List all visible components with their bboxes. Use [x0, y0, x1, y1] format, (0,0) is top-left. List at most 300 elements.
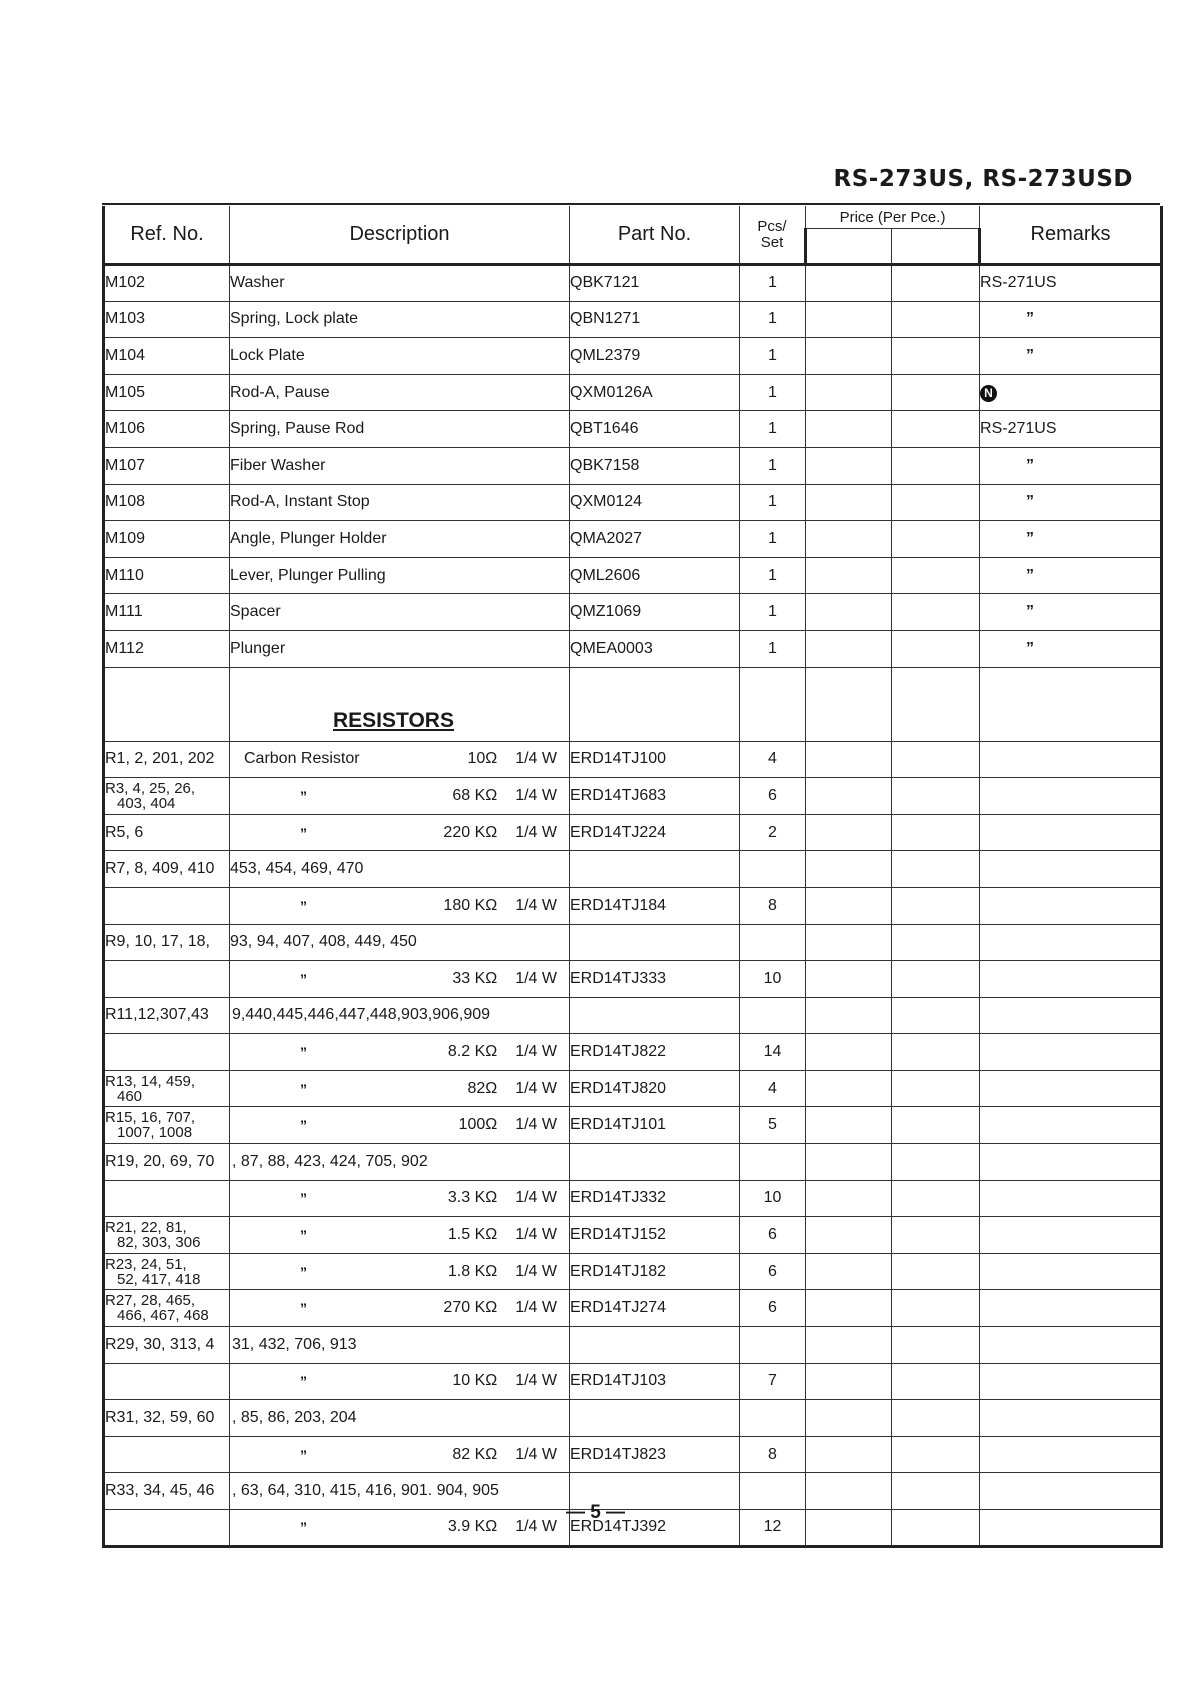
- ref-cell: R5, 6: [104, 814, 230, 851]
- resistor-wattage: 1/4 W: [515, 750, 557, 768]
- description-cell: [230, 1070, 570, 1107]
- remarks-cell: [980, 1400, 1162, 1437]
- ditto-mark: ”: [300, 970, 307, 987]
- resistor-value: 3.9 KΩ: [447, 1518, 498, 1536]
- price-cell: [806, 338, 892, 375]
- price-cell: [892, 594, 980, 631]
- table-row: [104, 447, 1162, 484]
- description-cell: [230, 741, 570, 778]
- resistor-wattage: 1/4 W: [515, 1518, 557, 1536]
- parts-table: [102, 206, 1163, 1548]
- price-cell: [892, 924, 980, 961]
- ref-cell: M108: [104, 484, 230, 521]
- part-no-cell: QMA2027: [570, 521, 740, 558]
- part-no-cell: ERD14TJ182: [570, 1253, 740, 1290]
- price-cell: [892, 1144, 980, 1181]
- table-row: [104, 924, 1162, 961]
- resistor-wattage: 1/4 W: [515, 1445, 557, 1463]
- price-cell: [892, 814, 980, 851]
- part-no-cell: [570, 1327, 740, 1364]
- table-row: [104, 1034, 1162, 1071]
- description-cell: Angle, Plunger Holder: [230, 521, 570, 558]
- header-pcs-set: [740, 206, 806, 265]
- ref-cell: R7, 8, 409, 410: [104, 851, 230, 888]
- price-cell: [892, 521, 980, 558]
- ditto-mark: ”: [300, 1446, 307, 1463]
- price-cell: [806, 411, 892, 448]
- ditto-mark: ”: [300, 1044, 307, 1061]
- ref-continuation-cell: , 85, 86, 203, 204: [230, 1400, 570, 1437]
- pcs-cell: 1: [740, 338, 806, 375]
- resistor-value: 8.2 KΩ: [447, 1043, 498, 1061]
- price-cell: [892, 667, 980, 741]
- pcs-cell: 6: [740, 778, 806, 815]
- price-cell: [892, 741, 980, 778]
- resistor-wattage: 1/4 W: [515, 1299, 557, 1317]
- pcs-cell: 6: [740, 1217, 806, 1254]
- ref-line-2: 1007, 1008: [117, 1124, 193, 1142]
- resistor-value: 220 KΩ: [443, 823, 498, 841]
- table-row: [104, 411, 1162, 448]
- resistor-wattage: 1/4 W: [515, 969, 557, 987]
- ref-cell: R11,12,307,43: [104, 997, 230, 1034]
- price-cell: [806, 557, 892, 594]
- remarks-cell: [980, 1180, 1162, 1217]
- table-row: [104, 997, 1162, 1034]
- table-row: [104, 1327, 1162, 1364]
- remarks-cell: RS-271US: [980, 265, 1162, 302]
- resistor-value: 270 KΩ: [443, 1299, 498, 1317]
- price-cell: [806, 851, 892, 888]
- pcs-cell: [740, 851, 806, 888]
- resistor-type: Carbon Resistor: [244, 750, 360, 768]
- ref-cell: [104, 1180, 230, 1217]
- description-cell: Fiber Washer: [230, 447, 570, 484]
- pcs-cell: 1: [740, 301, 806, 338]
- description-cell: Rod-A, Pause: [230, 374, 570, 411]
- table-row: [104, 741, 1162, 778]
- price-cell: [806, 997, 892, 1034]
- ref-line-1: R13, 14, 459,: [105, 1072, 196, 1090]
- part-no-cell: [570, 924, 740, 961]
- table-row: [104, 851, 1162, 888]
- ref-cell: M107: [104, 447, 230, 484]
- header-remarks: Remarks: [980, 206, 1162, 265]
- ref-cell: [104, 1436, 230, 1473]
- table-row: [104, 1180, 1162, 1217]
- price-cell: [806, 1034, 892, 1071]
- ref-cell: M106: [104, 411, 230, 448]
- price-cell: [892, 265, 980, 302]
- part-no-cell: QML2379: [570, 338, 740, 375]
- description-cell: Lever, Plunger Pulling: [230, 557, 570, 594]
- ref-cell: M103: [104, 301, 230, 338]
- price-cell: [806, 630, 892, 667]
- remarks-cell: [980, 741, 1162, 778]
- part-no-cell: ERD14TJ103: [570, 1363, 740, 1400]
- remarks-cell: [980, 778, 1162, 815]
- pcs-cell: 1: [740, 557, 806, 594]
- table-row: [104, 484, 1162, 521]
- price-cell: [892, 961, 980, 998]
- price-cell: [806, 814, 892, 851]
- resistor-wattage: 1/4 W: [515, 786, 557, 804]
- table-row: [104, 594, 1162, 631]
- price-cell: [892, 411, 980, 448]
- price-cell: [892, 630, 980, 667]
- price-cell: [892, 1436, 980, 1473]
- pcs-cell: 6: [740, 1253, 806, 1290]
- part-no-cell: ERD14TJ100: [570, 741, 740, 778]
- part-no-cell: [570, 667, 740, 741]
- remarks-cell: [980, 1327, 1162, 1364]
- header-price-sub-1: [806, 229, 892, 265]
- remarks-cell: [980, 1253, 1162, 1290]
- resistor-wattage: 1/4 W: [515, 1262, 557, 1280]
- pcs-cell: 1: [740, 630, 806, 667]
- ref-continuation-cell: 453, 454, 469, 470: [230, 851, 570, 888]
- description-cell: [230, 1034, 570, 1071]
- pcs-cell: 1: [740, 374, 806, 411]
- table-row: [104, 1290, 1162, 1327]
- price-cell: [892, 1400, 980, 1437]
- ref-line-1: R3, 4, 25, 26,: [105, 779, 196, 797]
- remarks-cell: [980, 1290, 1162, 1327]
- ref-cell: [104, 1363, 230, 1400]
- resistor-value: 1.8 KΩ: [447, 1262, 498, 1280]
- resistor-wattage: 1/4 W: [515, 823, 557, 841]
- ref-continuation-cell: , 63, 64, 310, 415, 416, 901. 904, 905: [230, 1473, 570, 1510]
- ref-line-1: R27, 28, 465,: [105, 1292, 196, 1310]
- remarks-cell: ”: [980, 594, 1162, 631]
- price-cell: [892, 778, 980, 815]
- pcs-cell: [740, 924, 806, 961]
- ref-cell: R31, 32, 59, 60: [104, 1400, 230, 1437]
- pcs-cell: 2: [740, 814, 806, 851]
- resistor-value: 33 KΩ: [452, 969, 498, 987]
- resistor-wattage: 1/4 W: [515, 1079, 557, 1097]
- price-cell: [892, 484, 980, 521]
- price-cell: [892, 1034, 980, 1071]
- resistor-value: 10Ω: [467, 750, 498, 768]
- ref-continuation-cell: , 87, 88, 423, 424, 705, 902: [230, 1144, 570, 1181]
- table-row: [104, 961, 1162, 998]
- description-cell: [230, 1180, 570, 1217]
- ref-line-2: 52, 417, 418: [117, 1270, 201, 1288]
- price-cell: [892, 1107, 980, 1144]
- section-row: [104, 667, 1162, 741]
- resistor-value: 82 KΩ: [452, 1445, 498, 1463]
- part-no-cell: ERD14TJ224: [570, 814, 740, 851]
- ref-cell: M104: [104, 338, 230, 375]
- description-cell: [230, 1217, 570, 1254]
- header-pcs-line1: Pcs/: [757, 217, 787, 235]
- ref-cell: M110: [104, 557, 230, 594]
- part-no-cell: ERD14TJ392: [570, 1510, 740, 1547]
- price-cell: [892, 1217, 980, 1254]
- pcs-cell: 1: [740, 265, 806, 302]
- ref-cell: M102: [104, 265, 230, 302]
- ref-line-1: R21, 22, 81,: [105, 1219, 187, 1237]
- price-cell: [892, 447, 980, 484]
- part-no-cell: ERD14TJ184: [570, 887, 740, 924]
- header-rule: [102, 203, 1160, 205]
- price-cell: [892, 1327, 980, 1364]
- pcs-cell: 4: [740, 741, 806, 778]
- price-cell: [806, 521, 892, 558]
- part-no-cell: [570, 851, 740, 888]
- description-cell: [230, 814, 570, 851]
- ref-continuation-cell: 31, 432, 706, 913: [230, 1327, 570, 1364]
- resistor-wattage: 1/4 W: [515, 1043, 557, 1061]
- resistor-wattage: 1/4 W: [515, 1116, 557, 1134]
- section-cell: [230, 667, 570, 741]
- price-cell: [806, 1144, 892, 1181]
- ref-cell: [104, 667, 230, 741]
- remarks-cell: [980, 1107, 1162, 1144]
- remarks-cell: [980, 1070, 1162, 1107]
- part-no-cell: ERD14TJ274: [570, 1290, 740, 1327]
- pcs-cell: 1: [740, 411, 806, 448]
- header-pcs-line2: Set: [760, 233, 784, 251]
- remarks-cell: [980, 374, 1162, 411]
- part-no-cell: ERD14TJ683: [570, 778, 740, 815]
- part-no-cell: [570, 1400, 740, 1437]
- resistor-value: 1.5 KΩ: [447, 1226, 498, 1244]
- remarks-cell: ”: [980, 301, 1162, 338]
- remarks-cell: ”: [980, 484, 1162, 521]
- description-cell: Spacer: [230, 594, 570, 631]
- new-part-icon: N: [980, 385, 997, 402]
- description-cell: [230, 778, 570, 815]
- price-cell: [806, 265, 892, 302]
- resistor-value: 10 KΩ: [452, 1372, 498, 1390]
- ref-cell: R1, 2, 201, 202: [104, 741, 230, 778]
- table-row: [104, 374, 1162, 411]
- price-cell: [806, 741, 892, 778]
- table-row: [104, 1070, 1162, 1107]
- ditto-mark: ”: [300, 1263, 307, 1280]
- description-cell: Spring, Pause Rod: [230, 411, 570, 448]
- header-price: Price (Per Pce.): [806, 206, 980, 229]
- ref-cell: M105: [104, 374, 230, 411]
- remarks-cell: [980, 924, 1162, 961]
- resistor-value: 68 KΩ: [452, 786, 498, 804]
- description-cell: [230, 1290, 570, 1327]
- ref-continuation-cell: 9,440,445,446,447,448,903,906,909: [230, 997, 570, 1034]
- ditto-mark: ”: [300, 1117, 307, 1134]
- ditto-mark: ”: [300, 824, 307, 841]
- price-cell: [806, 447, 892, 484]
- pcs-cell: 12: [740, 1510, 806, 1547]
- ref-line-2: 403, 404: [117, 794, 176, 812]
- price-cell: [806, 484, 892, 521]
- pcs-cell: [740, 1144, 806, 1181]
- ref-cell: M109: [104, 521, 230, 558]
- remarks-cell: RS-271US: [980, 411, 1162, 448]
- ditto-mark: ”: [300, 1373, 307, 1390]
- model-title: RS-273US, RS-273USD: [833, 166, 1133, 192]
- ref-cell: R33, 34, 45, 46: [104, 1473, 230, 1510]
- page-number: — 5 —: [565, 1502, 626, 1523]
- description-cell: Lock Plate: [230, 338, 570, 375]
- resistor-wattage: 1/4 W: [515, 1189, 557, 1207]
- price-cell: [806, 1070, 892, 1107]
- price-cell: [806, 1253, 892, 1290]
- part-no-cell: ERD14TJ333: [570, 961, 740, 998]
- description-cell: [230, 961, 570, 998]
- price-cell: [806, 301, 892, 338]
- price-cell: [892, 374, 980, 411]
- price-cell: [806, 1217, 892, 1254]
- description-cell: [230, 1436, 570, 1473]
- description-cell: Spring, Lock plate: [230, 301, 570, 338]
- price-cell: [806, 1327, 892, 1364]
- price-cell: [806, 1180, 892, 1217]
- part-no-cell: QMZ1069: [570, 594, 740, 631]
- part-no-cell: ERD14TJ820: [570, 1070, 740, 1107]
- table-row: [104, 1363, 1162, 1400]
- part-no-cell: QBK7158: [570, 447, 740, 484]
- ref-cell: [104, 1253, 230, 1290]
- part-no-cell: QML2606: [570, 557, 740, 594]
- table-row: [104, 814, 1162, 851]
- ditto-mark: ”: [300, 1190, 307, 1207]
- pcs-cell: 1: [740, 594, 806, 631]
- part-no-cell: ERD14TJ152: [570, 1217, 740, 1254]
- ref-cell: [104, 1217, 230, 1254]
- pcs-cell: 4: [740, 1070, 806, 1107]
- remarks-cell: ”: [980, 630, 1162, 667]
- header-description: Description: [230, 206, 570, 265]
- remarks-cell: [980, 814, 1162, 851]
- pcs-cell: 7: [740, 1363, 806, 1400]
- remarks-cell: [980, 1144, 1162, 1181]
- price-cell: [806, 1363, 892, 1400]
- pcs-cell: 1: [740, 447, 806, 484]
- remarks-cell: ”: [980, 557, 1162, 594]
- price-cell: [892, 1253, 980, 1290]
- part-no-cell: QMEA0003: [570, 630, 740, 667]
- resistor-value: 100Ω: [458, 1116, 498, 1134]
- table-row: [104, 1436, 1162, 1473]
- ref-cell: R9, 10, 17, 18,: [104, 924, 230, 961]
- price-cell: [806, 1436, 892, 1473]
- part-no-cell: QXM0124: [570, 484, 740, 521]
- remarks-cell: [980, 1363, 1162, 1400]
- price-cell: [892, 557, 980, 594]
- table-row: [104, 521, 1162, 558]
- description-cell: [230, 1253, 570, 1290]
- pcs-cell: 5: [740, 1107, 806, 1144]
- pcs-cell: 6: [740, 1290, 806, 1327]
- part-no-cell: QBN1271: [570, 301, 740, 338]
- table-row: [104, 1217, 1162, 1254]
- price-cell: [806, 1290, 892, 1327]
- table-row: [104, 778, 1162, 815]
- ditto-mark: ”: [300, 897, 307, 914]
- price-cell: [892, 997, 980, 1034]
- remarks-cell: [980, 1436, 1162, 1473]
- remarks-cell: ”: [980, 338, 1162, 375]
- table-row: [104, 887, 1162, 924]
- table-row: [104, 301, 1162, 338]
- table-row: [104, 1144, 1162, 1181]
- price-cell: [892, 1180, 980, 1217]
- description-cell: Washer: [230, 265, 570, 302]
- ditto-mark: ”: [300, 1300, 307, 1317]
- ref-cell: [104, 778, 230, 815]
- remarks-cell: ”: [980, 521, 1162, 558]
- table-row: [104, 265, 1162, 302]
- ref-cell: [104, 1107, 230, 1144]
- table-row: [104, 1107, 1162, 1144]
- remarks-cell: [980, 851, 1162, 888]
- ref-line-1: R23, 24, 51,: [105, 1255, 187, 1273]
- resistor-wattage: 1/4 W: [515, 896, 557, 914]
- part-no-cell: ERD14TJ101: [570, 1107, 740, 1144]
- price-cell: [892, 887, 980, 924]
- resistor-value: 3.3 KΩ: [447, 1189, 498, 1207]
- price-cell: [892, 338, 980, 375]
- pcs-cell: 14: [740, 1034, 806, 1071]
- ref-cell: R29, 30, 313, 4: [104, 1327, 230, 1364]
- resistor-value: 180 KΩ: [443, 896, 498, 914]
- part-no-cell: ERD14TJ332: [570, 1180, 740, 1217]
- ref-cell: [104, 1034, 230, 1071]
- price-cell: [806, 961, 892, 998]
- remarks-cell: [980, 1034, 1162, 1071]
- pcs-cell: [740, 667, 806, 741]
- ref-cell: [104, 961, 230, 998]
- table-row: [104, 630, 1162, 667]
- part-no-cell: ERD14TJ823: [570, 1436, 740, 1473]
- table-row: [104, 338, 1162, 375]
- price-cell: [806, 1400, 892, 1437]
- remarks-cell: [980, 667, 1162, 741]
- remarks-cell: ”: [980, 447, 1162, 484]
- ref-continuation-cell: 93, 94, 407, 408, 449, 450: [230, 924, 570, 961]
- pcs-cell: 10: [740, 961, 806, 998]
- resistor-value: 82Ω: [467, 1079, 498, 1097]
- ditto-mark: ”: [300, 1227, 307, 1244]
- table-row: [104, 1400, 1162, 1437]
- pcs-cell: 1: [740, 484, 806, 521]
- description-cell: [230, 1363, 570, 1400]
- remarks-cell: [980, 1217, 1162, 1254]
- part-no-cell: [570, 997, 740, 1034]
- resistor-wattage: 1/4 W: [515, 1226, 557, 1244]
- price-cell: [806, 887, 892, 924]
- ref-cell: M112: [104, 630, 230, 667]
- ref-cell: [104, 1290, 230, 1327]
- ref-cell: [104, 887, 230, 924]
- remarks-cell: [980, 997, 1162, 1034]
- remarks-cell: [980, 887, 1162, 924]
- pcs-cell: 10: [740, 1180, 806, 1217]
- price-cell: [892, 301, 980, 338]
- ref-line-1: R15, 16, 707,: [105, 1109, 196, 1127]
- price-cell: [806, 1107, 892, 1144]
- ref-cell: R19, 20, 69, 70: [104, 1144, 230, 1181]
- header-price-sub-2: [892, 229, 980, 265]
- price-cell: [806, 778, 892, 815]
- table-row: [104, 557, 1162, 594]
- ref-cell: M111: [104, 594, 230, 631]
- ref-line-2: 82, 303, 306: [117, 1234, 201, 1252]
- pcs-cell: [740, 1327, 806, 1364]
- price-cell: [806, 374, 892, 411]
